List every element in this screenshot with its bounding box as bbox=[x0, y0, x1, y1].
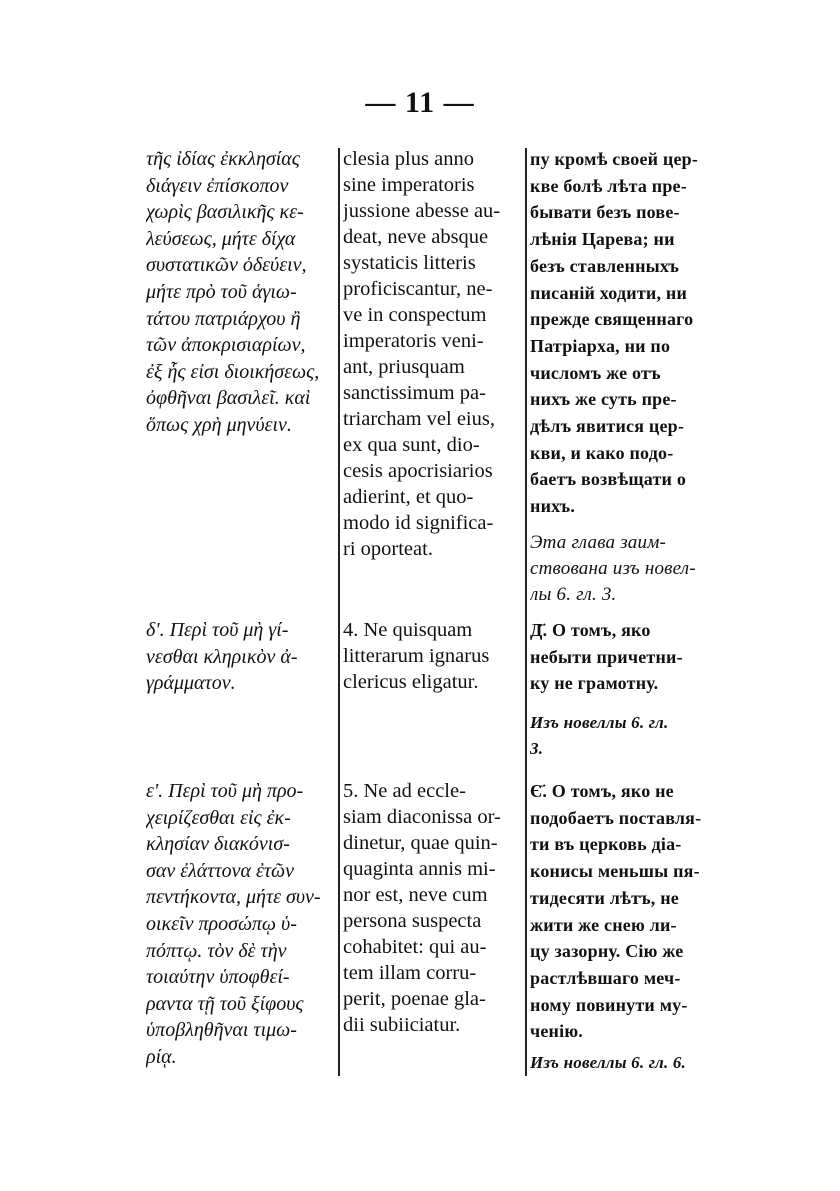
page-number: — 11 — bbox=[365, 86, 475, 119]
greek-section-4: δ'. Περὶ τοῦ μὴ γί- νεσθαι κληρικὸν ἀ- γράμματον. bbox=[146, 619, 298, 695]
latin-section-4: 4. Ne quisquam litterarum ignarus clericus eligatur. bbox=[343, 619, 490, 693]
slavonic-source-intro: Эта глава заим- ствована изъ новел- лы 6. гл. 3. bbox=[530, 532, 696, 605]
slavonic-source-4: Изъ новеллы 6. гл. 3. bbox=[530, 713, 669, 758]
slavonic-section-intro: пу кромѣ своей цер- кве болѣ лѣта пре- бывати безъ пове- лѣнія Царева; ни безъ ставленныхъ писаній ходити, ни прежде священнаго Патріарха, ни по числомъ же отъ нихъ же суть пре- дѣлъ явитися цер- кви, и како подо- баетъ возвѣщати о нихъ. bbox=[530, 149, 699, 517]
column-divider-left bbox=[338, 148, 340, 1076]
greek-section-5: ε'. Περὶ τοῦ μὴ προ- χειρίζεσθαι εἰς ἐκ- κλησίαν διακόνισ- σαν ἐλάττονα ἐτῶν πεντήκοντα, μήτε συν- οικεῖν προσώπῳ ὑ- πόπτῳ. τὸν δὲ τὴν τοιαύτην ὑποφθεί- ραντα τῇ τοῦ ξίφους ὑποβληθῆναι τιμω- ρίᾳ. bbox=[146, 780, 321, 1068]
slavonic-source-5: Изъ новеллы 6. гл. 6. bbox=[530, 1053, 687, 1072]
greek-section-intro: τῆς ἰδίας ἐκκλησίας διάγειν ἐπίσκοπον χωρὶς βασιλικῆς κε- λεύσεως, μήτε δίχα συστατικῶν ὁδεύειν, μήτε πρὸ τοῦ ἁγιω- τάτου πατριάρχου ἢ τῶν ἀποκρισιαρίων, ἐξ ἧς εἰσι διοικήσεως, ὀφθῆναι βασιλεῖ. καὶ ὅπως χρὴ μηνύειν. bbox=[146, 148, 320, 436]
slavonic-section-5: Є҃. О томъ, яко не подобаетъ поставля- ти въ церковь діа- конисы меньшы пя- тидесяти лѣтъ, не жити же снею ли- цу зазорну. Сію же растлѣвшаго меч- ному повинути му- ченію. bbox=[530, 781, 702, 1042]
slavonic-section-4: Д҃. О томъ, яко небыти причетни- ку не грамотну. bbox=[530, 620, 683, 694]
column-divider-right bbox=[525, 148, 527, 1076]
latin-section-intro: clesia plus anno sine imperatoris jussione abesse au- deat, neve absque systaticis litteris proficiscantur, ne- ve in conspectum imperatoris veni- ant, priusquam sanctissimum pa- triarcham vel eius, ex qua sunt, dio- cesis apocrisiarios adierint, et quo- modo id significa- ri oporteat. bbox=[343, 148, 501, 560]
latin-section-5: 5. Ne ad eccle- siam diaconissa or- dinetur, quae quin- quaginta annis mi- nor est, neve cum persona suspecta cohabitet: qui au- tem illam corru- perit, poenae gla- dii subiiciatur. bbox=[343, 780, 501, 1036]
